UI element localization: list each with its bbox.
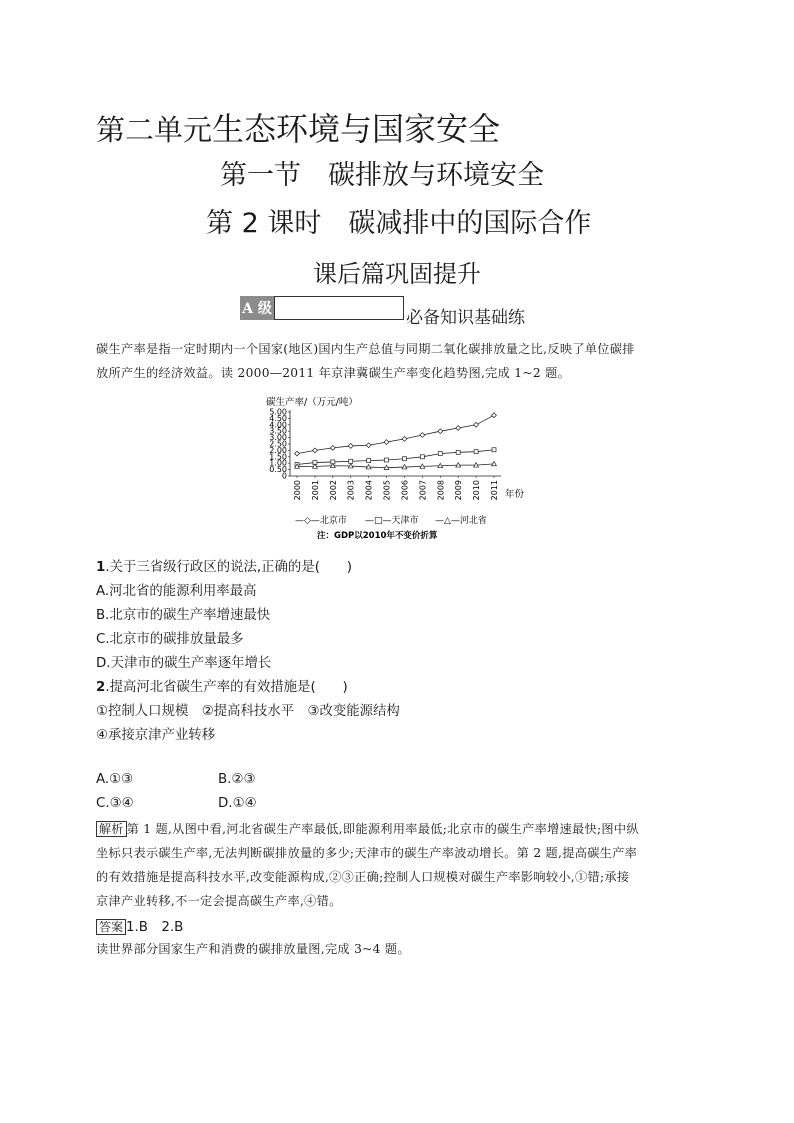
- y-tick-label: 2.00: [269, 445, 287, 455]
- part-title: 课后篇巩固提升: [313, 260, 481, 288]
- point-marker: [330, 445, 335, 450]
- unit-title: 第二单元生态环境与国家安全: [96, 110, 501, 148]
- point-marker: [420, 455, 424, 459]
- y-tick-label: 1.00: [269, 458, 287, 468]
- lesson-title: 第 2 课时 碳减排中的国际合作: [206, 208, 592, 239]
- point-marker: [492, 413, 497, 418]
- legend-hebei: —△—河北省: [435, 516, 487, 526]
- point-marker: [384, 440, 389, 445]
- y-tick-label: 0: [281, 471, 287, 481]
- level-title: 必备知识基础练: [406, 308, 525, 328]
- point-marker: [402, 436, 407, 441]
- chart-series: [295, 413, 497, 470]
- analysis-tag: 解析: [96, 821, 127, 837]
- point-marker: [402, 457, 406, 461]
- y-tick-label: 3.00: [269, 433, 287, 443]
- point-marker: [349, 459, 353, 463]
- y-tick-label: 1.50: [269, 452, 287, 462]
- x-tick-label: 2000: [293, 480, 302, 501]
- answer-tag: 答案: [96, 919, 126, 935]
- x-tick-label: 2001: [310, 480, 320, 501]
- carbon-productivity-chart: [255, 392, 545, 542]
- next-intro: 读世界部分国家生产和消费的碳排放量图,完成 3~4 题。: [96, 942, 410, 956]
- q2-items-line-2: ④承接京津产业转移: [96, 728, 216, 743]
- chart-note: 注：GDP以2010年不变价折算: [317, 531, 438, 541]
- q2-option-b: B.②③: [218, 772, 256, 787]
- point-marker: [366, 443, 371, 448]
- x-tick-label: 2008: [436, 480, 446, 501]
- series-line: [297, 450, 494, 465]
- point-marker: [295, 451, 300, 456]
- question-1-stem: 1.关于三省级行政区的说法,正确的是( ): [96, 560, 352, 575]
- level-score-box: [274, 296, 404, 320]
- unit-title-main: 生态环境与国家安全: [212, 110, 501, 148]
- y-tick-label: 0.50: [269, 465, 287, 475]
- point-marker: [492, 448, 496, 452]
- y-tick-label: 4.00: [269, 420, 287, 430]
- point-marker: [474, 422, 479, 427]
- question-2-stem: 2.提高河北省碳生产率的有效措施是( ): [96, 680, 348, 695]
- x-tick-label: 2004: [364, 480, 374, 501]
- legend-beijing: —◇—北京市: [295, 516, 347, 526]
- chart-y-label: 碳生产率/（万元/吨）: [266, 397, 358, 408]
- point-marker: [456, 450, 460, 454]
- point-marker: [474, 450, 478, 454]
- intro-line-1: 碳生产率是指一定时期内一个国家(地区)国内生产总值与同期二氧化碳排放量之比,反映了单位碳排: [96, 342, 635, 356]
- answer-line: 答案 1.B 2.B: [96, 916, 183, 935]
- point-marker: [438, 452, 442, 456]
- point-marker: [313, 448, 318, 453]
- x-tick-label: 2002: [328, 480, 338, 501]
- q2-option-a: A.①③: [96, 772, 134, 787]
- point-marker: [420, 433, 425, 438]
- x-tick-label: 2005: [382, 480, 392, 501]
- analysis-line-4: 京津产业转移,不一定会提高碳生产率,④错。: [96, 894, 342, 908]
- point-marker: [348, 444, 353, 449]
- x-tick-label: 2010: [472, 480, 482, 501]
- analysis-line-3: 的有效措施是提高科技水平,改变能源构成,②③正确;控制人口规模对碳生产率影响较小,①错;承接: [96, 870, 630, 884]
- analysis-line-2: 坐标只表示碳生产率,无法判断碳排放量的多少;天津市的碳生产率波动增长。第 2 题,提高碳生产率: [96, 846, 638, 860]
- analysis-line-1: 解析 第 1 题,从图中看,河北省碳生产率最低,即能源利用率最低;北京市的碳生产率增速最快;图中纵: [96, 820, 639, 837]
- q1-option-b: B.北京市的碳生产率增速最快: [96, 608, 271, 623]
- x-axis-label: 年份: [505, 489, 525, 500]
- q2-option-d: D.①④: [218, 796, 257, 811]
- point-marker: [367, 459, 371, 463]
- y-ticks: [269, 408, 290, 481]
- intro-line-2: 放所产生的经济效益。读 2000—2011 年京津冀碳生产率变化趋势图,完成 1~2 题。: [96, 366, 571, 380]
- legend-tianjin: —□—天津市: [365, 516, 419, 526]
- y-tick-label: 4.50: [269, 413, 287, 423]
- q1-option-a: A.河北省的能源利用率最高: [96, 584, 257, 599]
- y-tick-label: 2.50: [269, 439, 287, 449]
- x-tick-label: 2011: [490, 480, 499, 501]
- q1-option-d: D.天津市的碳生产率逐年增长: [96, 656, 272, 671]
- series-2: [295, 461, 497, 469]
- q2-items-line-1: ①控制人口规模 ②提高科技水平 ③改变能源结构: [96, 704, 400, 719]
- section-title: 第一节 碳排放与环境安全: [220, 160, 544, 191]
- y-tick-label: 3.50: [269, 426, 287, 436]
- x-tick-label: 2009: [454, 480, 464, 501]
- x-tick-label: 2006: [400, 480, 410, 501]
- level-badge: A 级: [240, 296, 274, 320]
- x-ticks: [293, 476, 499, 500]
- series-0: [295, 413, 497, 456]
- point-marker: [456, 426, 461, 431]
- point-marker: [438, 429, 443, 434]
- x-tick-label: 2003: [346, 480, 356, 501]
- x-tick-label: 2007: [418, 480, 428, 501]
- q1-option-c: C.北京市的碳排放量最多: [96, 632, 244, 647]
- series-line: [297, 464, 494, 468]
- q2-option-c: C.③④: [96, 796, 134, 811]
- series-1: [295, 448, 496, 467]
- chart-legend: [295, 514, 487, 526]
- series-line: [297, 415, 494, 453]
- point-marker: [385, 458, 389, 462]
- y-tick-label: 5.00: [269, 407, 287, 417]
